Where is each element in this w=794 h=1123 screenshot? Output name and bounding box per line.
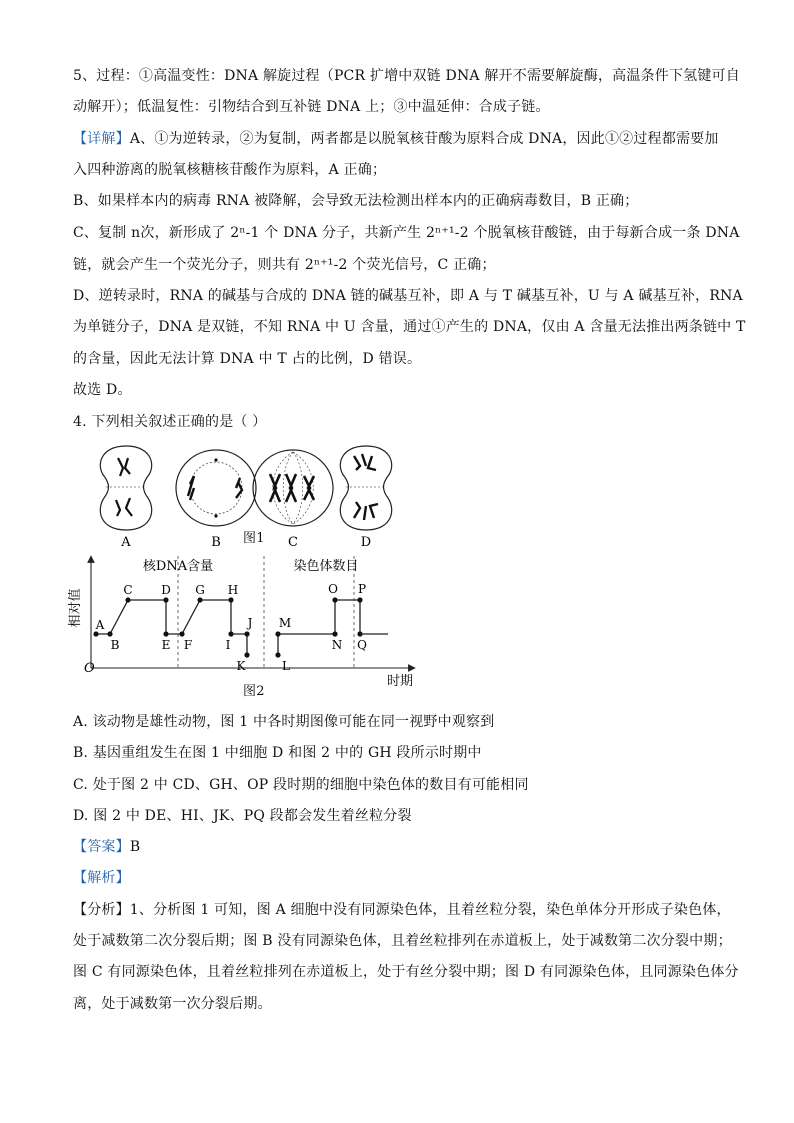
answer-line bbox=[73, 838, 140, 856]
answer-value: B bbox=[129, 839, 141, 855]
intro-line-2: 动解开）；低温复性：引物结合到互补链 DNA 上；③中温延伸：合成子链。 bbox=[73, 99, 550, 115]
option-d: D. 图 2 中 DE、HI、JK、PQ 段都会发生着丝粒分裂 bbox=[73, 808, 412, 824]
detail-line-6: D、逆转录时，RNA 的碱基与合成的 DNA 链的碱基互补，即 A 与 T 碱基互补，U 与 A 碱基互补，RNA bbox=[73, 288, 743, 304]
point-label-k: K bbox=[236, 659, 246, 673]
data-point-l bbox=[275, 652, 280, 657]
data-point-b bbox=[107, 631, 112, 636]
y-axis-label: 相对值 bbox=[68, 588, 83, 628]
data-point-j bbox=[244, 631, 249, 636]
data-point-o bbox=[332, 597, 337, 602]
detail-line-7: 为单链分子，DNA 是双链，不知 RNA 中 U 含量，通过①产生的 DNA，仅由 A 含量无法推出两条链中 T bbox=[73, 319, 746, 335]
cell-c bbox=[253, 450, 333, 526]
option-c: C. 处于图 2 中 CD、GH、OP 段时期的细胞中染色体的数目有可能相同 bbox=[73, 777, 529, 793]
point-label-g: G bbox=[195, 583, 205, 597]
intro-line-1: 5、过程：①高温变性：DNA 解旋过程（PCR 扩增中双链 DNA 解开不需要解旋酶，高温条件下氢键可自 bbox=[73, 68, 740, 84]
point-label-q: Q bbox=[357, 638, 367, 652]
analysis-line-2: 处于减数第二次分裂后期；图 B 没有同源染色体，且着丝粒排列在赤道板上，处于减数第二次分裂中期； bbox=[73, 933, 732, 949]
data-point-d bbox=[163, 597, 168, 602]
detail-line-1: 【详解】A、①为逆转录，②为复制，两者都是以脱氧核苷酸为原料合成 DNA，因此①②过程都需要加 bbox=[73, 131, 719, 147]
data-point-a bbox=[93, 631, 98, 636]
question-stem: 4. 下列相关叙述正确的是（ ） bbox=[73, 414, 267, 430]
data-point-c bbox=[125, 597, 130, 602]
detail-line-4: C、复制 n次，新形成了 2ⁿ-1 个 DNA 分子，共新产生 2ⁿ⁺¹-2 个脱氧核苷酸链，由于每新合成一条 DNA bbox=[73, 225, 740, 241]
option-b: B. 基因重组发生在图 1 中细胞 D 和图 2 中的 GH 段所示时期中 bbox=[73, 745, 482, 761]
point-label-e: E bbox=[161, 638, 171, 652]
section-label-dna: 核DNA含量 bbox=[142, 559, 214, 574]
figure-1-caption: 图1 bbox=[243, 531, 265, 546]
point-label-j: J bbox=[247, 616, 253, 630]
point-label-c: C bbox=[123, 583, 133, 597]
cell-label-d: D bbox=[360, 535, 372, 550]
point-label-n: N bbox=[331, 638, 343, 652]
x-axis-label: 时期 bbox=[386, 674, 414, 689]
data-point-e bbox=[163, 631, 168, 636]
answer-tag: 【答案】 bbox=[73, 839, 130, 855]
detail-line-3: B、如果样本内的病毒 RNA 被降解，会导致无法检测出样本内的正确病毒数目，B 正确； bbox=[73, 193, 639, 209]
data-point-h bbox=[228, 597, 233, 602]
figure-2-chart bbox=[70, 548, 420, 698]
point-label-p: P bbox=[357, 582, 367, 596]
section-label-chromosome: 染色体数目 bbox=[293, 559, 359, 574]
data-point-f bbox=[179, 631, 184, 636]
detail-line-9: 故选 D。 bbox=[73, 382, 132, 398]
cell-d bbox=[340, 446, 391, 530]
figure-2-caption: 图2 bbox=[243, 684, 265, 699]
point-label-d: D bbox=[161, 583, 171, 597]
option-a: A. 该动物是雄性动物，图 1 中各时期图像可能在同一视野中观察到 bbox=[73, 714, 495, 730]
cell-label-c: C bbox=[288, 535, 298, 550]
analysis-line-4: 离，处于减数第一次分裂后期。 bbox=[73, 996, 272, 1012]
cell-label-b: B bbox=[211, 535, 221, 550]
data-point-n bbox=[332, 631, 337, 636]
analysis-tag: 【解析】 bbox=[73, 870, 130, 886]
data-point-k bbox=[244, 652, 249, 657]
point-label-i: I bbox=[225, 638, 231, 652]
analysis-line-3: 图 C 有同源染色体，且着丝粒排列在赤道板上，处于有丝分裂中期；图 D 有同源染色体，且同源染色体分 bbox=[73, 964, 739, 980]
origin-label: O bbox=[84, 661, 95, 676]
point-label-l: L bbox=[282, 659, 290, 673]
detail-tag: 【详解】 bbox=[73, 131, 130, 147]
data-point-m bbox=[275, 631, 280, 636]
point-label-m: M bbox=[278, 616, 292, 630]
analysis-line-1: 【分析】1、分析图 1 可知，图 A 细胞中没有同源染色体，且着丝粒分裂，染色单体分开形成子染色体， bbox=[73, 902, 731, 918]
cell-a bbox=[100, 446, 151, 530]
point-label-h: H bbox=[227, 583, 239, 597]
point-label-b: B bbox=[110, 638, 120, 652]
detail-line-8: 的含量，因此无法计算 DNA 中 T 占的比例，D 错误。 bbox=[73, 351, 422, 367]
data-point-i bbox=[228, 631, 233, 636]
data-point-p bbox=[357, 597, 362, 602]
detail-line-2: 入四种游离的脱氧核糖核苷酸作为原料，A 正确； bbox=[73, 162, 387, 178]
data-point-g bbox=[197, 597, 202, 602]
cell-label-a: A bbox=[121, 535, 131, 550]
point-label-a: A bbox=[95, 618, 105, 632]
cell-b bbox=[176, 450, 256, 526]
point-label-f: F bbox=[183, 638, 193, 652]
detail-line-5: 链，就会产生一个荧光分子，则共有 2ⁿ⁺¹-2 个荧光信号，C 正确； bbox=[73, 257, 496, 273]
point-label-o: O bbox=[328, 582, 338, 596]
